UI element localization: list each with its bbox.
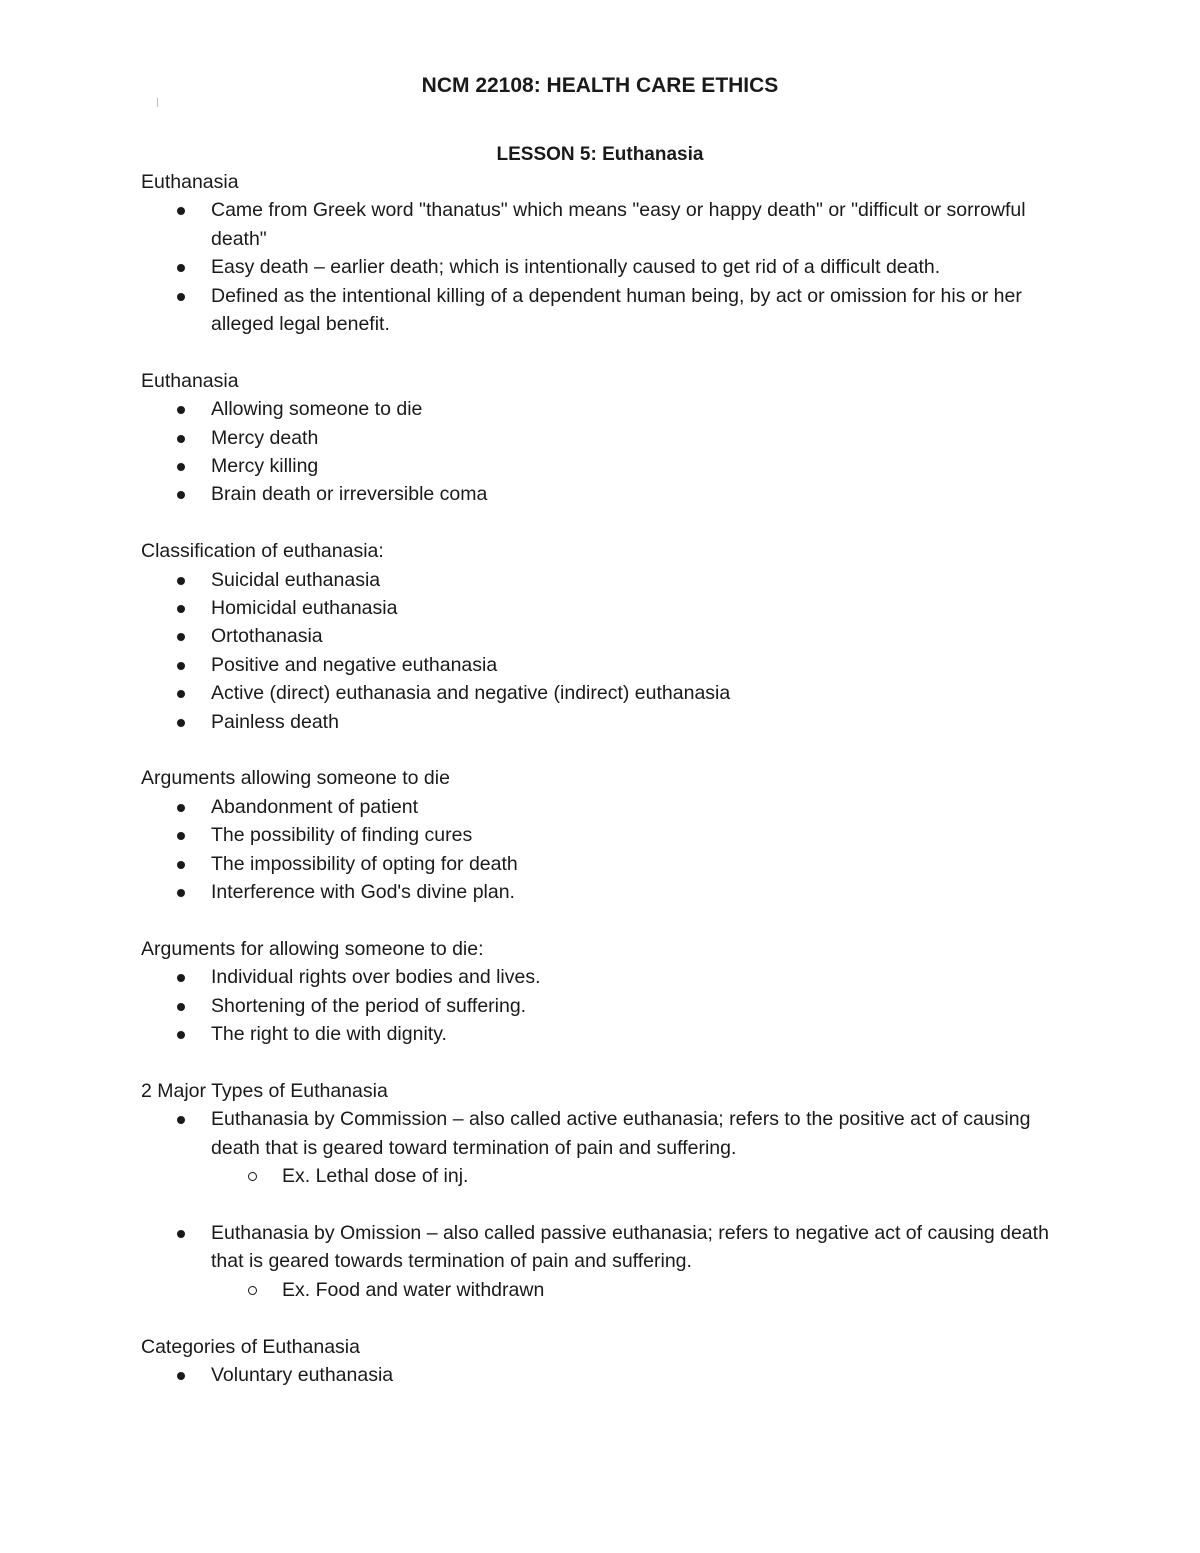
list-item xyxy=(211,1105,1061,1190)
list-item: Active (direct) euthanasia and negative (indirect) euthanasia xyxy=(211,679,1061,707)
bullet-list xyxy=(141,963,1061,1048)
sub-list xyxy=(211,1276,1061,1304)
section-heading: Euthanasia xyxy=(141,369,239,392)
list-item: Allowing someone to die xyxy=(211,395,1061,423)
section-categories xyxy=(141,1333,1061,1390)
list-item: Came from Greek word "thanatus" which means "easy or happy death" or "difficult or sorrowful death" xyxy=(211,196,1061,253)
lesson-title: LESSON 5: Euthanasia xyxy=(496,144,704,165)
list-item: Suicidal euthanasia xyxy=(211,566,1061,594)
section-classification xyxy=(141,537,1061,736)
sub-list-item: Ex. Food and water withdrawn xyxy=(282,1276,1061,1304)
section-arguments-against xyxy=(141,764,1061,906)
document-title: NCM 22108: HEALTH CARE ETHICS xyxy=(421,74,779,97)
section-major-types xyxy=(141,1077,1061,1304)
list-item: Painless death xyxy=(211,708,1061,736)
sub-list-item: Ex. Lethal dose of inj. xyxy=(282,1162,1061,1190)
bullet-list xyxy=(141,196,1061,338)
section-heading: Euthanasia xyxy=(141,171,239,193)
list-item xyxy=(211,1219,1061,1304)
list-item: Ortothanasia xyxy=(211,622,1061,650)
section-heading: Classification of euthanasia: xyxy=(141,540,384,563)
list-item: Brain death or irreversible coma xyxy=(211,480,1061,508)
bullet-list xyxy=(141,395,1061,509)
list-item: The impossibility of opting for death xyxy=(211,850,1061,878)
section-euthanasia-terms xyxy=(141,367,1061,509)
list-item: Abandonment of patient xyxy=(211,793,1061,821)
list-item: The right to die with dignity. xyxy=(211,1020,1061,1048)
bullet-list xyxy=(141,566,1061,736)
list-item: Interference with God's divine plan. xyxy=(211,878,1061,906)
section-heading: Arguments for allowing someone to die: xyxy=(141,937,484,960)
list-item: Easy death – earlier death; which is intentionally caused to get rid of a difficult death. xyxy=(211,253,1061,281)
list-item: Homicidal euthanasia xyxy=(211,594,1061,622)
sub-list xyxy=(211,1162,1061,1190)
section-heading: Arguments allowing someone to die xyxy=(141,767,450,790)
document-body xyxy=(141,168,1061,1389)
list-item-text: Euthanasia by Omission – also called passive euthanasia; refers to negative act of causing death that is geared towards termination of pain and suffering. xyxy=(211,1221,1049,1273)
list-item: Voluntary euthanasia xyxy=(211,1361,1061,1389)
list-item-text: Euthanasia by Commission – also called active euthanasia; refers to the positive act of causing death that is geared toward termination of pain and suffering. xyxy=(211,1108,1031,1159)
margin-tick-mark xyxy=(157,98,158,107)
list-item: Mercy killing xyxy=(211,452,1061,480)
section-arguments-for xyxy=(141,935,1061,1049)
section-heading: Categories of Euthanasia xyxy=(141,1335,360,1358)
list-item: Shortening of the period of suffering. xyxy=(211,992,1061,1020)
list-item: Mercy death xyxy=(211,424,1061,452)
list-item: Positive and negative euthanasia xyxy=(211,651,1061,679)
bullet-list xyxy=(141,793,1061,907)
section-euthanasia-origin xyxy=(141,168,1061,338)
list-item: The possibility of finding cures xyxy=(211,821,1061,849)
list-item: Individual rights over bodies and lives. xyxy=(211,963,1061,991)
bullet-list xyxy=(141,1361,1061,1389)
list-item: Defined as the intentional killing of a dependent human being, by act or omission for his or her alleged legal benefit. xyxy=(211,282,1061,339)
section-heading: 2 Major Types of Euthanasia xyxy=(141,1079,388,1102)
bullet-list xyxy=(141,1105,1061,1304)
